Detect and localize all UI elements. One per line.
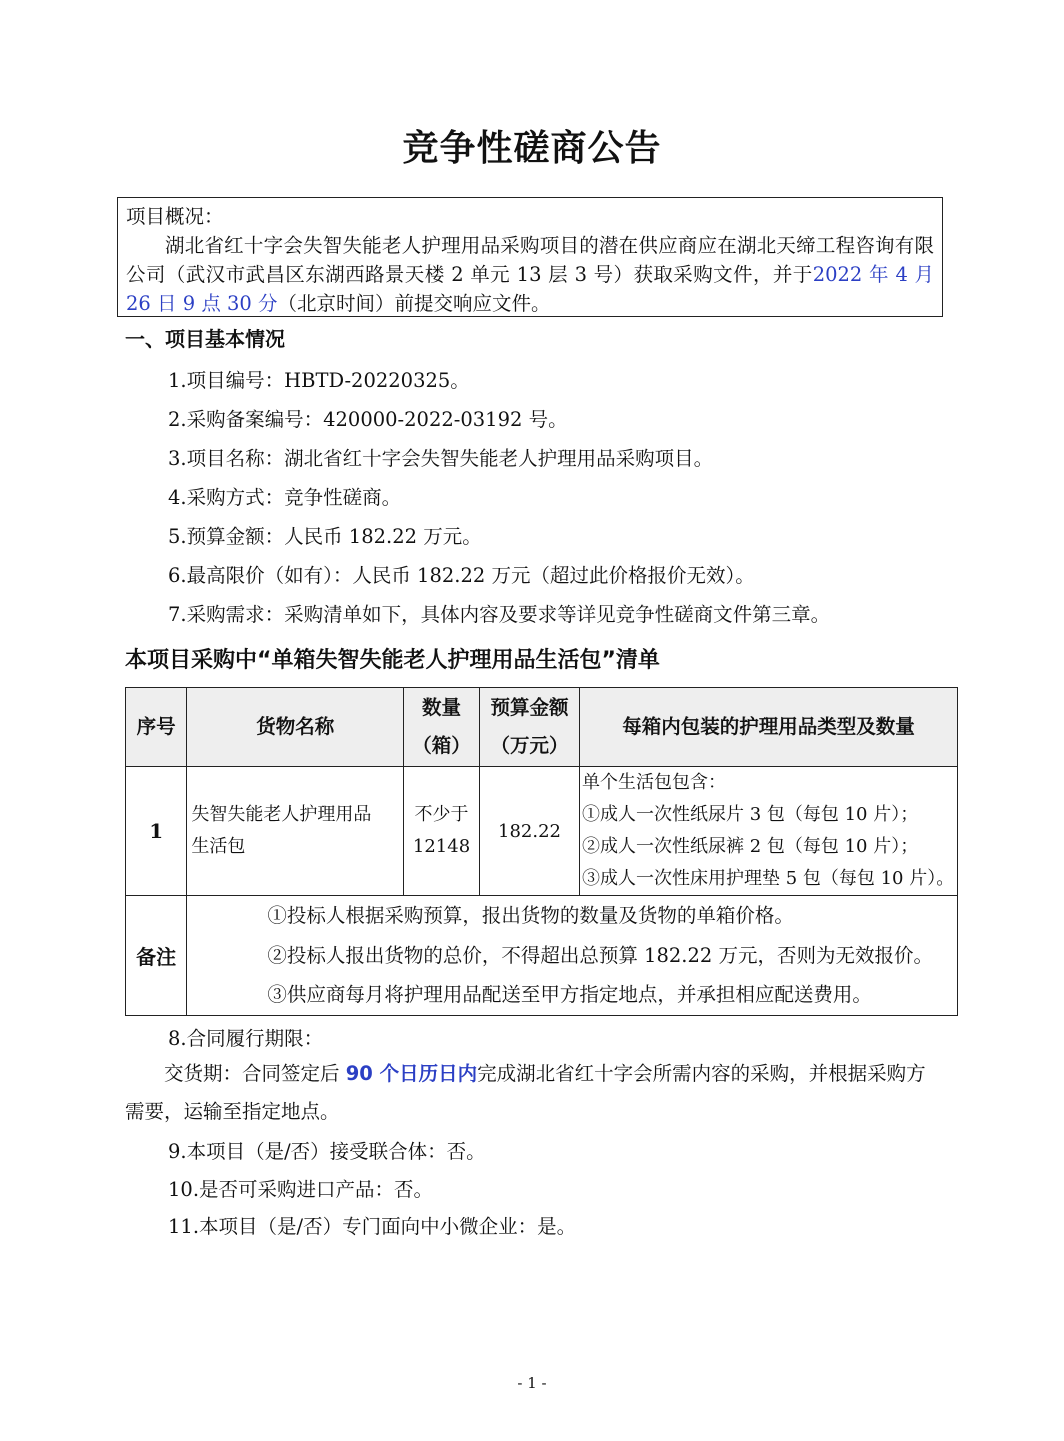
page-number: - 1 - xyxy=(517,1374,547,1392)
delivery-days: 90 个日历日内 xyxy=(345,1062,478,1085)
header-qty xyxy=(404,688,480,767)
header-contents: 每箱内包装的护理用品类型及数量 xyxy=(579,688,957,767)
contents-line: ①成人一次性纸尿片 3 包（每包 10 片）； xyxy=(581,804,919,825)
overview-body xyxy=(126,231,934,318)
note-line: ②投标人报出货物的总价，不得超出总预算 182.22 万元，否则为无效报价。 xyxy=(267,943,933,967)
delivery-text: 交货期：合同签定后 xyxy=(164,1062,346,1085)
contents-line: ②成人一次性纸尿裤 2 包（每包 10 片）； xyxy=(581,836,919,857)
cell-qty xyxy=(404,767,480,896)
list-item: 6.最高限价（如有）：人民币 182.22 万元（超过此价格报价无效）。 xyxy=(168,564,755,587)
note-line: ①投标人根据采购预算，报出货物的数量及货物的单箱价格。 xyxy=(267,904,794,927)
list-item: 2.采购备案编号：420000-2022-03192 号。 xyxy=(168,408,568,431)
note-line: ③供应商每月将护理用品配送至甲方指定地点，并承担相应配送费用。 xyxy=(267,983,872,1006)
header-budget-line2: （万元） xyxy=(490,734,569,757)
list-item: 7.采购需求：采购清单如下，具体内容及要求等详见竞争性磋商文件第三章。 xyxy=(168,603,831,626)
table-header-row xyxy=(126,688,958,767)
goods-table xyxy=(125,687,958,1016)
header-name: 货物名称 xyxy=(187,688,404,767)
project-overview-box xyxy=(117,197,943,317)
cell-budget: 182.22 xyxy=(480,767,580,896)
list-item: 3.项目名称：湖北省红十字会失智失能老人护理用品采购项目。 xyxy=(168,447,714,470)
note-cell xyxy=(187,896,958,1016)
overview-text: 湖北省红十字会失智失能老人护理用品采购项目的潜在供应商应在湖北天缔工程咨询有限公司（武汉市武昌区东湖西路景天楼 2 单元 13 层 3 号）获取采购文件，并于 xyxy=(126,234,934,286)
cell-contents xyxy=(579,767,957,896)
cell-qty-line1: 不少于 xyxy=(414,804,469,825)
overview-text-end: （北京时间）前提交响应文件。 xyxy=(277,292,551,315)
list-item: 4.采购方式：竞争性磋商。 xyxy=(168,486,402,509)
list-item: 10.是否可采购进口产品：否。 xyxy=(168,1178,434,1201)
header-qty-line2: （箱） xyxy=(412,734,471,757)
header-idx: 序号 xyxy=(126,688,187,767)
cell-name-line2: 生活包 xyxy=(191,836,246,857)
header-budget xyxy=(480,688,580,767)
note-label: 备注 xyxy=(126,896,187,1016)
section-heading: 一、项目基本情况 xyxy=(125,327,285,351)
goods-list-title: 本项目采购中“单箱失智失能老人护理用品生活包”清单 xyxy=(125,648,660,673)
cell-qty-line2: 12148 xyxy=(412,836,471,857)
delivery-paragraph xyxy=(125,1055,933,1131)
header-budget-line1: 预算金额 xyxy=(490,696,569,719)
page-title: 竞争性磋商公告 xyxy=(402,128,662,169)
list-item: 1.项目编号：HBTD-20220325。 xyxy=(168,369,470,392)
cell-name-line1: 失智失能老人护理用品 xyxy=(191,804,372,825)
cell-idx: 1 xyxy=(126,767,187,896)
header-qty-line1: 数量 xyxy=(422,696,462,719)
cell-name xyxy=(187,767,404,896)
contents-line: ③成人一次性床用护理垫 5 包（每包 10 片）。 xyxy=(581,868,955,889)
list-item: 8.合同履行期限： xyxy=(168,1027,324,1050)
list-item: 11.本项目（是/否）专门面向中小微企业：是。 xyxy=(168,1215,577,1238)
overview-deadline: 2022 年 4 月 26 日 9 点 30 分 xyxy=(126,263,934,315)
list-item: 9.本项目（是/否）接受联合体：否。 xyxy=(168,1140,486,1163)
contents-line: 单个生活包包含： xyxy=(581,772,726,793)
table-row xyxy=(126,767,958,896)
list-item: 5.预算金额：人民币 182.22 万元。 xyxy=(168,525,482,548)
delivery-text-end: 完成湖北省红十字会所需内容的采购，并根据采购方需要，运输至指定地点。 xyxy=(125,1062,926,1123)
note-row xyxy=(126,896,958,1016)
overview-label: 项目概况： xyxy=(126,205,224,228)
